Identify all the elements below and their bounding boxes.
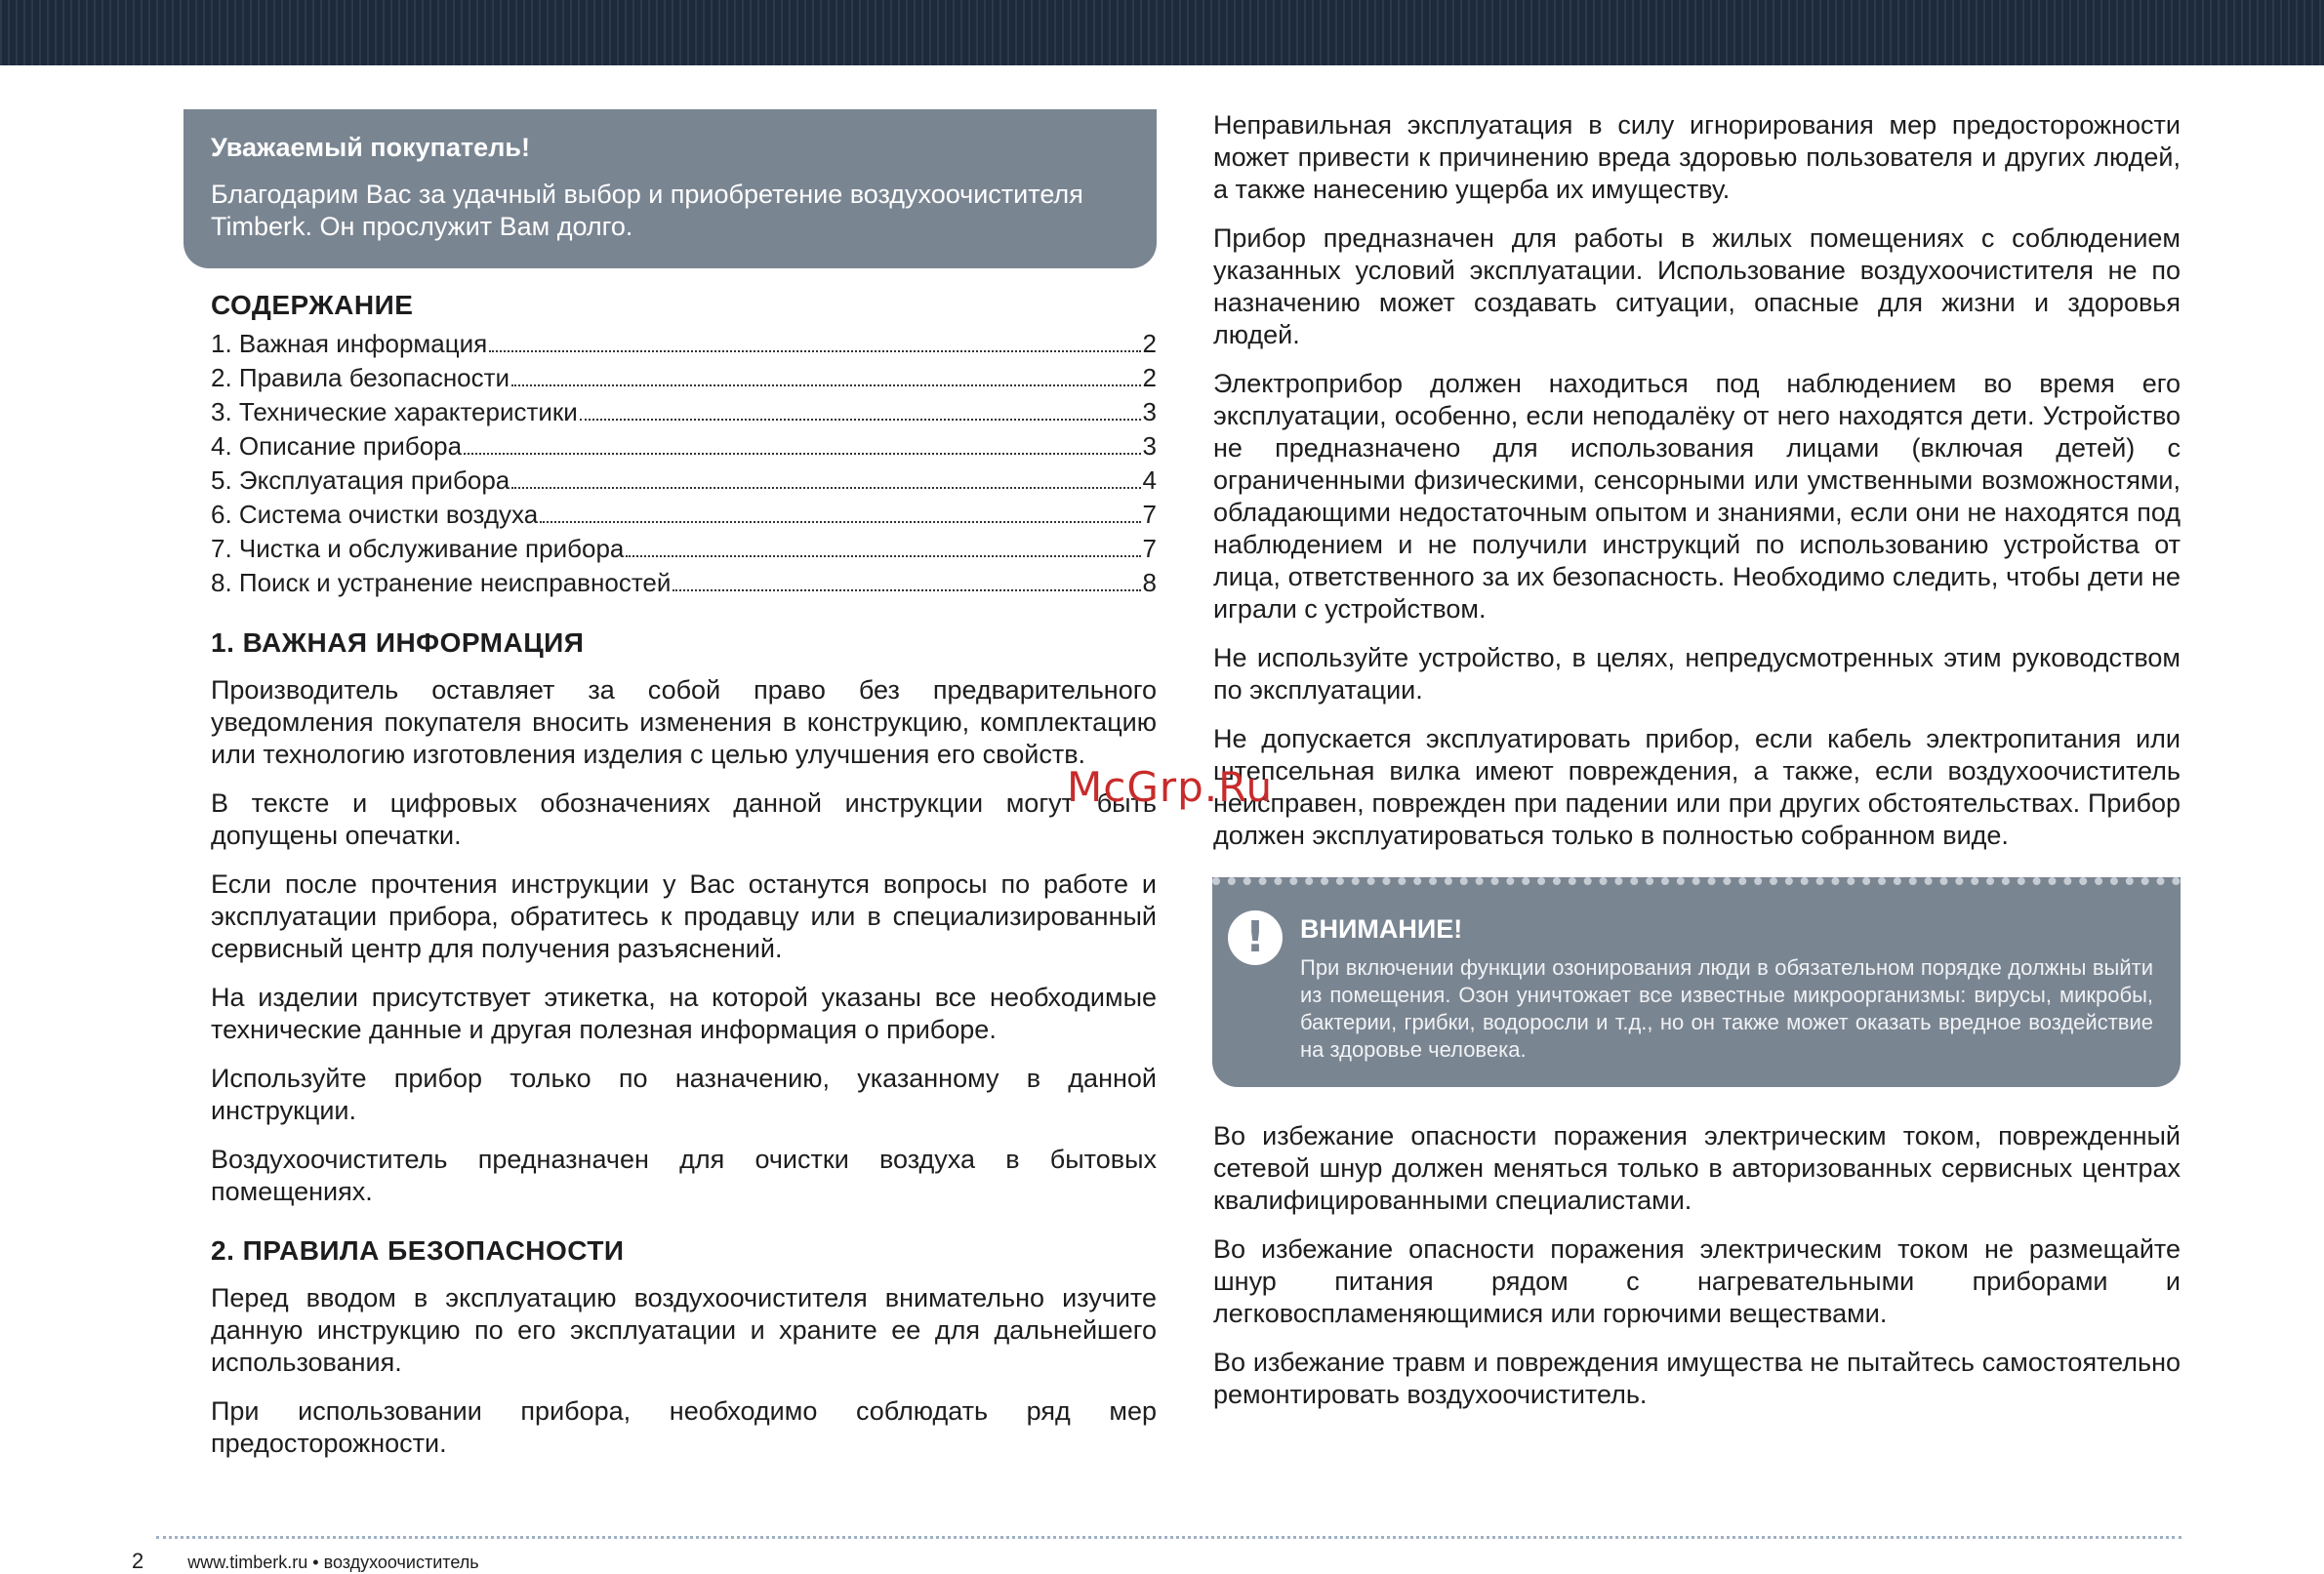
- toc-item[interactable]: [211, 327, 1157, 361]
- page-number: 2: [132, 1549, 144, 1573]
- toc-item-label: 6. Система очистки воздуха: [211, 500, 539, 529]
- toc-item-label: 1. Важная информация: [211, 329, 488, 358]
- paragraph: Электроприбор должен находиться под наблюдением во время его эксплуатации, особенно, если неподалёку от него находятся дети. Устройство не предназначено для использования лицами (включая детей) с ограниченными физическими, сенсорными или умственными возможностями, обладающими недостаточным опытом и знаниями, если они не находятся под наблюдением и не получили инструкций по использованию устройства от лица, ответственного за их безопасность. Необходимо следить, чтобы дети не играли с устройством.: [1213, 369, 2181, 624]
- toc-leader: [673, 589, 1140, 591]
- page-footer: [132, 1549, 479, 1574]
- paragraph: Неправильная эксплуатация в силу игнорирования мер предосторожности может привести к причинению вреда здоровью пользователя и других людей, а также нанесению ущерба их имуществу.: [1213, 110, 2181, 204]
- toc-leader: [511, 384, 1140, 386]
- toc-leader: [580, 419, 1141, 421]
- paragraph: Не используйте устройство, в целях, непредусмотренных этим руководством по эксплуатации.: [1213, 643, 2181, 705]
- paragraph: Используйте прибор только по назначению, указанному в данной инструкции.: [211, 1064, 1157, 1125]
- toc-leader: [540, 521, 1140, 523]
- section-safety-rules: [183, 1235, 1157, 1460]
- footer-divider: [156, 1536, 2181, 1539]
- paragraph: Производитель оставляет за собой право без предварительного уведомления покупателя вносить изменения в конструкцию, комплектацию или технологию изготовления изделия с целью улучшения его свойств.: [211, 675, 1157, 769]
- warning-title: ВНИМАНИЕ!: [1300, 914, 1463, 944]
- toc-leader: [489, 350, 1140, 352]
- toc-item-label: 3. Технические характеристики: [211, 397, 578, 426]
- toc-item-page: 2: [1142, 363, 1157, 392]
- warning-text: При включении функции озонирования люди в обязательном порядке должны выйти из помещения. Озон уничтожает все известные микроорганизмы: вирусы, микробы, бактерии, грибки, водоросли и т.д., но он также может оказать вредное воздействие на здоровье человека.: [1300, 955, 2153, 1062]
- paragraph: Во избежание опасности поражения электрическим током, поврежденный сетевой шнур должен меняться только в авторизованных сервисных центрах квалифицированными специалистами.: [1213, 1121, 2181, 1215]
- toc-item-label: 5. Эксплуатация прибора: [211, 465, 510, 495]
- toc-item[interactable]: [211, 395, 1157, 429]
- paragraph: Не допускается эксплуатировать прибор, если кабель электропитания или штепсельная вилка имеют повреждения, а также, если воздухоочиститель неисправен, поврежден при падении или при других обстоятельствах. Прибор должен эксплуатироваться только в полностью собранном виде.: [1213, 724, 2181, 850]
- section-important-info: [183, 627, 1157, 1208]
- paragraph: Прибор предназначен для работы в жилых помещениях с соблюдением указанных условий эксплуатации. Использование воздухоочистителя не по назначению может создавать ситуации, опасные для жизни и здоровья людей.: [1213, 223, 2181, 349]
- exclamation-icon: !: [1228, 910, 1283, 965]
- paragraph: В тексте и цифровых обозначениях данной инструкции могут быть допущены опечатки.: [211, 788, 1157, 850]
- toc-item-label: 7. Чистка и обслуживание прибора: [211, 534, 625, 563]
- toc-item-label: 4. Описание прибора: [211, 431, 463, 461]
- toc-title: СОДЕРЖАНИЕ: [211, 290, 414, 320]
- toc-leader: [626, 555, 1140, 557]
- toc-item[interactable]: [211, 532, 1157, 566]
- section-heading: 2. ПРАВИЛА БЕЗОПАСНОСТИ: [211, 1235, 625, 1266]
- toc-item-label: 2. Правила безопасности: [211, 363, 510, 392]
- watermark: McGrp.Ru: [1067, 763, 1274, 811]
- right-column: [1213, 109, 2181, 1428]
- greeting-title: Уважаемый покупатель!: [211, 133, 530, 162]
- footer-text[interactable]: www.timberk.ru • воздухоочиститель: [187, 1553, 479, 1572]
- table-of-contents: [183, 290, 1157, 600]
- toc-item[interactable]: [211, 361, 1157, 395]
- paragraph: При использовании прибора, необходимо соблюдать ряд мер предосторожности.: [211, 1396, 1157, 1458]
- paragraph: Воздухоочиститель предназначен для очистки воздуха в бытовых помещениях.: [211, 1145, 1157, 1206]
- toc-item-page: 8: [1142, 568, 1157, 597]
- warning-box: [1212, 877, 2181, 1087]
- paragraph: Во избежание опасности поражения электрическим током не размещайте шнур питания рядом с нагревательными приборами и легковоспламеняющимися или горючими веществами.: [1213, 1234, 2181, 1328]
- toc-item-page: 7: [1142, 500, 1157, 529]
- toc-item[interactable]: [211, 566, 1157, 600]
- toc-item-page: 7: [1142, 534, 1157, 563]
- paragraph: Во избежание травм и повреждения имущества не пытайтесь самостоятельно ремонтировать воздухоочиститель.: [1213, 1348, 2181, 1409]
- top-bar: [0, 0, 2324, 65]
- toc-leader: [464, 453, 1140, 455]
- paragraph: Перед вводом в эксплуатацию воздухоочистителя внимательно изучите данную инструкцию по его эксплуатации и храните ее для дальнейшего использования.: [211, 1283, 1157, 1377]
- section-heading: 1. ВАЖНАЯ ИНФОРМАЦИЯ: [211, 627, 585, 658]
- paragraph: Если после прочтения инструкции у Вас останутся вопросы по работе и эксплуатации прибора, обратитесь к продавцу или в специализированный сервисный центр для получения разъяснений.: [211, 869, 1157, 963]
- toc-item[interactable]: [211, 429, 1157, 464]
- greeting-text: Благодарим Вас за удачный выбор и приобретение воздухоочистителя Timberk. Он прослужит Вам долго.: [211, 180, 1083, 241]
- greeting-box: [183, 109, 1157, 268]
- toc-item-label: 8. Поиск и устранение неисправностей: [211, 568, 672, 597]
- toc-item[interactable]: [211, 464, 1157, 498]
- toc-item-page: 3: [1142, 397, 1157, 426]
- toc-item-page: 4: [1142, 465, 1157, 495]
- paragraph: На изделии присутствует этикетка, на которой указаны все необходимые технические данные и другая полезная информация о приборе.: [211, 983, 1157, 1044]
- toc-item-page: 2: [1142, 329, 1157, 358]
- toc-item-page: 3: [1142, 431, 1157, 461]
- toc-item[interactable]: [211, 498, 1157, 532]
- left-column: [183, 109, 1157, 1476]
- toc-leader: [511, 487, 1140, 489]
